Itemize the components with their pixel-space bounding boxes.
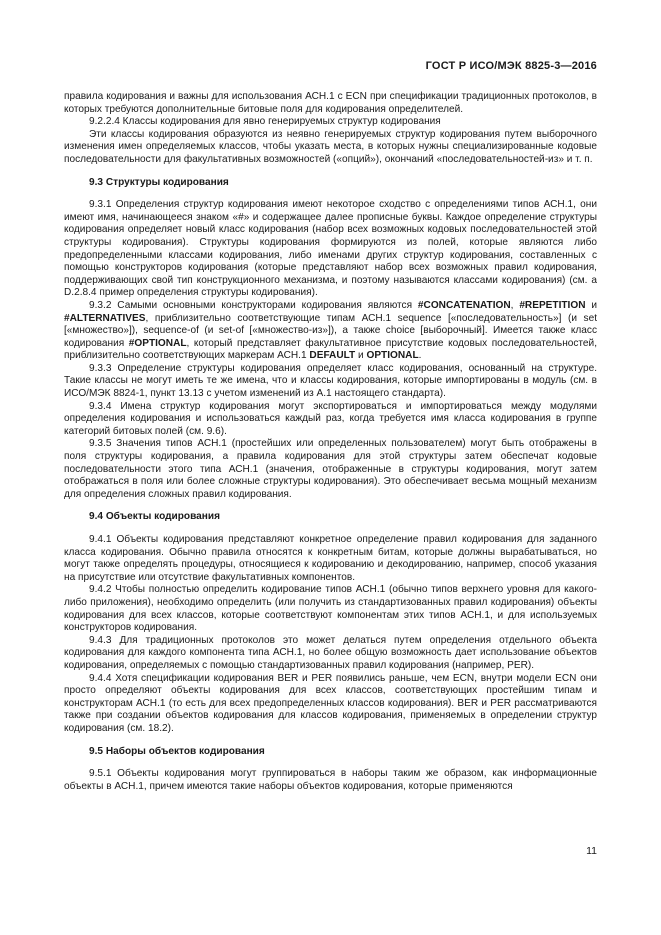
paragraph: 9.5.1 Объекты кодирования могут группироваться в наборы таким же образом, как информационные объекты в АСН.1, причем имеются такие наборы объектов кодирования, которые применяются (64, 768, 597, 792)
paragraph: 9.3.5 Значения типов АСН.1 (простейших или определенных пользователем) могут быть отображены в поля структуры кодирования, а правила кодирования для этой структуры затем обеспечат кодовые последовательности этого типа АСН.1 (значения, отображенные в структуры кодирования, могут затем отображаться в поля или более сложные структуры кодирования). Это обеспечивает весьма мощный механизм для определения сложных правил кодирования. (64, 438, 597, 500)
paragraph: 9.4.2 Чтобы полностью определить кодирование типов АСН.1 (обычно типов верхнего уровня для какого-либо приложения), необходимо определить (или получить из стандартизованных правил кодирования) объекты кодирования для всех классов, которые соответствуют компонентам этих типов АСН.1, и для используемых конструкторов кодирования. (64, 584, 597, 634)
paragraph (64, 300, 597, 363)
section-heading: 9.5 Наборы объектов кодирования (89, 745, 265, 757)
bold-keyword: OPTIONAL (366, 350, 419, 362)
bold-keyword: #ALTERNATIVES (64, 312, 146, 324)
section-heading: 9.3 Структуры кодирования (89, 176, 229, 188)
paragraph: 9.2.2.4 Классы кодирования для явно генерируемых структур кодирования (89, 116, 441, 128)
bold-keyword: #OPTIONAL (128, 337, 187, 349)
text-run: , приблизительно соответствующие типам АСН.1 sequence [«последовательность»] (и set [«множество»]), sequence-of (и set-of [«множество-из»]), а также choice [выборочный]. Имеется также класс кодирования (64, 312, 597, 349)
text-run: , (510, 299, 520, 311)
text-run: . (418, 350, 422, 362)
paragraph: 9.3.3 Определение структуры кодирования определяет класс кодирования, основанный на структуре. Такие классы не могут иметь те же имена, что и классы кодирования, которые импортированы в модуль (см. в ИСО/МЭК 8824-1, пункт 13.13 с учетом изменений из А.1 настоящего стандарта). (64, 362, 597, 400)
paragraph: Эти классы кодирования образуются из неявно генерируемых структур кодирования путем выборочного изменения имен определяемых классов, чтобы указать места, в которых нужны специализированные кодовые последовательности для факультативных возможностей («опций»), окончаний «последовательностей-из» и т. п. (64, 128, 597, 165)
bold-keyword: #CONCATENATION (417, 299, 511, 311)
standard-header: ГОСТ Р ИСО/МЭК 8825-3—2016 (425, 60, 597, 72)
text-run: и (585, 299, 597, 311)
text-run: , который представляет факультативное присутствие кодовых последовательностей, приблизительно соответствующих маркерам АСН.1 (64, 337, 597, 362)
paragraph: 9.4.3 Для традиционных протоколов это может делаться путем определения отдельного объекта кодирования для каждого компонента типа АСН.1, но более общую возможность дает использование объектов кодирования, определяемых с помощью стандартизованных правил кодирования (например, PER). (64, 634, 597, 671)
paragraph: правила кодирования и важны для использования АСН.1 с ECN при спецификации традиционных протоколов, в которых требуются дополнительные битовые поля для кодирования определителей. (64, 91, 597, 115)
body-text (64, 91, 597, 793)
paragraph: 9.4.1 Объекты кодирования представляют конкретное определение правил кодирования для заданного класса кодирования. Обычно правила относятся к конкретным битам, которые должны вырабатываться, но могут также определять процедуры, относящиеся к кодированию и декодированию, например, способ указания на присутствие или отсутствие факультативных компонентов. (64, 534, 597, 583)
bold-keyword: DEFAULT (309, 350, 356, 362)
paragraph: 9.4.4 Хотя спецификации кодирования BER и PER появились раньше, чем ECN, внутри модели ECN они просто определяют объекты кодирования для всех классов, соответствующих простейшим типам и конструкторам АСН.1 (то есть для всех предопределенных классов кодирования). BER и PER рассматриваются также при создании объектов кодирования для классов кодирования, применяемых в определении структур кодирования (см. 18.2). (64, 672, 597, 734)
page-number: 11 (586, 845, 597, 857)
text-run: 9.3.2 Самыми основными конструкторами кодирования являются (89, 299, 418, 311)
text-run: и (355, 350, 367, 362)
section-heading: 9.4 Объекты кодирования (89, 511, 220, 523)
bold-keyword: #REPETITION (519, 299, 586, 311)
paragraph: 9.3.4 Имена структур кодирования могут экспортироваться и импортироваться между модулями определения кодирования и использоваться каждый раз, когда требуется имя класса кодирования в группе категорий битовых полей (см. 9.6). (64, 400, 597, 437)
paragraph: 9.3.1 Определения структур кодирования имеют некоторое сходство с определениями типов АСН.1, они имеют имя, начинающееся знаком «#» и содержащее далее прописные буквы. Каждое определение структуры кодирования определяет новый класс кодирования (набор всех возможных кодовых последовательностей этой структуры кодирования). Структуры кодирования формируются из полей, которые являются либо предопределенными классами кодирования, либо именами других структур кодирования, составленных с помощью конструкторов кодирования (которые представляют набор всех возможных правил кодирования, поддерживающих свой тип конструкционного механизма, и поэтому называются классами кодирования) (см. а D.2.8.4 пример определения структуры кодирования). (64, 199, 597, 299)
